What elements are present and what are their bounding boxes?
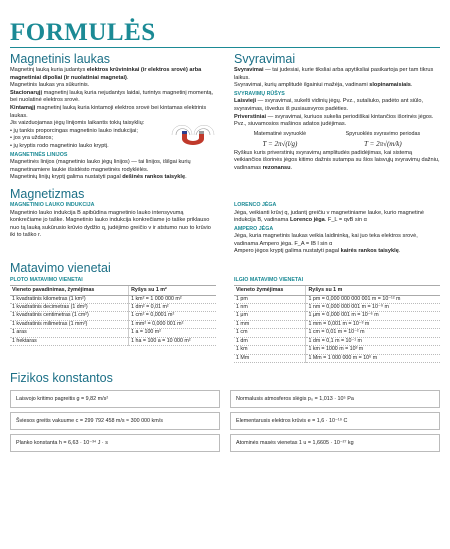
magnetinis-p7: [10, 174, 216, 182]
magnetizmas-p1: Magnetinio lauko indukcija B apibūdina magnetinio lauko intensyvumą konkrečiame jo taške. Magnetinio lauko indukcija konkrečiame jo taške priklauso nuo tą lauką sukūrusio krūvio dydžio q, judėjimo greičio v ir atstumo nuo to krūvio iki to taško r.: [10, 209, 211, 239]
table-cell: 1 cm: [234, 329, 306, 337]
text: magnetinį lauką kuria nejudantys laidai, turintys magnetinį momentą, bei nuolatinė elektros srovė.: [10, 89, 214, 104]
length-table-block: [234, 276, 440, 363]
title-rule: [10, 47, 440, 48]
formula-pendulum: [254, 131, 306, 148]
table-cell: 1 Mm: [234, 354, 306, 362]
formula-value: T = 2π√(m/k): [364, 139, 402, 148]
text-bold: elektros krūvininkai (ir elektros srovė) arba magnetiniai dipoliai (ir nuolatiniai magnetai): [10, 67, 202, 81]
fizikos-heading: Fizikos konstantos: [10, 370, 113, 385]
rule-bullet: • jų kryptis rodo magnetinio lauko kryptį.: [10, 142, 109, 149]
table-row: [234, 329, 440, 337]
formula-label: Spyruoklės svyravimo periodas: [345, 130, 421, 137]
magnetizmas-heading: Magnetizmas: [10, 186, 85, 201]
text: magnetinį lauką kuria kintamoji elektros srovė bei kintamas elektrinis laukas.: [10, 104, 207, 119]
table-row: [234, 320, 440, 328]
magnetinis-p5: Jis vaizduojamas jėgų linijomis laikantis tokių taisyklių:: [10, 120, 145, 127]
text: Ryškus kuris priverstinių svyravimų amplitudės padidėjimas, kai sistemą veikiančios išorinės jėgos kitimo dažnis sutampa su šios laisvųjų svyravimų dažniu, vadinamas: [234, 149, 440, 171]
text-bold: rezonansu: [262, 164, 291, 171]
magnetinis-section: [10, 52, 216, 182]
table-row: [234, 304, 440, 312]
text: . F_L = qvB sin α: [324, 217, 367, 224]
table-row: [234, 295, 440, 303]
table-header-row: [10, 285, 216, 295]
text-bold: Stacionarųjį: [10, 89, 43, 96]
table-row: [234, 312, 440, 320]
text: Magnetinį lauką kuria judantys: [10, 67, 87, 73]
constant-box: Atominės masės vienetas 1 u = 1,6605 · 10⁻²⁷ kg: [230, 434, 440, 452]
table-cell: 1 km: [234, 346, 306, 354]
text: — svyravimai, kuriuos sukelia periodiškai kintančios išorinės jėgos. Pvz., siuvamosios mašinos adatos judėjimas.: [234, 113, 434, 128]
text: .: [410, 82, 413, 89]
tables-row: [10, 276, 440, 363]
text: — svyravimai, sukelti vidinių jėgų. Pvz., sutaliuko, padėto ant siūlo, svyravimas, išvedus iš pusiausvyros padėties.: [234, 98, 424, 112]
magnetinis-p4: [10, 105, 216, 120]
col-header: Ryšys su 1 m²: [129, 285, 216, 295]
text: .: [126, 74, 129, 81]
table-cell: 1 dm = 0,1 m = 10⁻¹ m: [306, 337, 440, 345]
area-table-block: [10, 276, 216, 363]
text-bold: Lorenco jėga: [289, 217, 325, 224]
table-cell: 1 ha = 100 a = 10 000 m²: [129, 337, 216, 345]
table-cell: 1 mm² = 0,000 001 m²: [129, 320, 216, 328]
text-bold: Laisvieji: [234, 98, 257, 105]
table-cell: 1 aras: [10, 329, 129, 337]
lorenco-p1: [234, 210, 440, 225]
constant-box: Laisvojo kritimo pagreitis g = 9,82 m/s²: [10, 390, 220, 408]
text: Ampero jėgos kryptį galima nustatyti pagal: [234, 248, 341, 255]
constants-grid: [10, 390, 440, 452]
col-header: Vieneto pavadinimas, žymėjimas: [10, 285, 129, 295]
text-bold: slopinamaisiais: [369, 82, 411, 89]
length-table-body: [234, 295, 440, 362]
lorenco-section: [234, 187, 440, 256]
magnetinis-p2: Magnetinis laukas yra sūkurinis.: [10, 82, 90, 89]
horseshoe-magnet-icon: [170, 123, 216, 147]
magnetinis-p3: [10, 90, 216, 105]
area-units-table: [10, 285, 216, 346]
table-cell: 1 kvadratinis milimetras (1 mm²): [10, 320, 129, 328]
length-units-table: [234, 285, 440, 363]
table-row: [10, 320, 216, 328]
table-cell: 1 nm: [234, 304, 306, 312]
page-title: FORMULĖS: [10, 19, 156, 46]
table-row: [10, 312, 216, 320]
text-bold: Kintamąjį: [10, 104, 36, 111]
formula-spring: [346, 131, 421, 148]
col-header: Vieneto žymėjimas: [234, 285, 306, 295]
constant-box: Šviesos greitis vakuume c = 299 792 458 m/s ≈ 300 000 km/s: [10, 412, 220, 430]
text: Svyravimai, kurių amplitudė ilgainiui mažėja, vadinami: [234, 82, 370, 89]
table-row: [10, 329, 216, 337]
table-cell: 1 mm = 0,001 m = 10⁻³ m: [306, 320, 440, 328]
indukcija-sub: MAGNETINIO LAUKO INDUKCIJA: [10, 201, 95, 208]
text: Magnetinių linijų kryptį galima nustatyti pagal: [10, 174, 123, 181]
table-row: [10, 295, 216, 303]
table-row: [10, 337, 216, 345]
text-bold: dešinės rankos taisyklę: [122, 174, 186, 181]
matavimo-heading: Matavimo vienetai: [10, 261, 111, 276]
svyravimai-p2: [234, 82, 440, 90]
table-row: [234, 346, 440, 354]
magnetinis-p1: [10, 67, 216, 82]
table-cell: 1 dm: [234, 337, 306, 345]
constant-box: Planko konstanta h = 6,63 · 10⁻³⁴ J · s: [10, 434, 220, 452]
svyravimai-section: [234, 52, 440, 182]
rule-bullet: • jų tankis proporcingas magnetinio lauko indukcijai;: [10, 127, 138, 134]
top-columns: [10, 52, 440, 182]
text: .: [185, 174, 187, 181]
svyravimai-p3: [234, 98, 440, 113]
middle-columns: [10, 187, 440, 256]
text: .: [398, 248, 401, 255]
text-bold: Priverstiniai: [234, 113, 267, 120]
table-cell: 1 mm: [234, 320, 306, 328]
area-table-body: [10, 295, 216, 345]
magnetines-linijos-sub: MAGNETINĖS LINIJOS: [10, 151, 68, 158]
table-cell: 1 nm = 0,000 000 001 m = 10⁻⁹ m: [306, 304, 440, 312]
table-cell: 1 μm: [234, 312, 306, 320]
text: .: [290, 164, 293, 171]
table-cell: 1 cm = 0,01 m = 10⁻² m: [306, 329, 440, 337]
text-bold: kairės rankos taisyklę: [340, 248, 399, 255]
table-cell: 1 kvadratinis decimetras (1 dm²): [10, 304, 129, 312]
area-sub: PLOTO MATAVIMO VIENETAI: [10, 277, 83, 284]
svyravimai-p1: [234, 67, 440, 82]
svyravimai-heading: Svyravimai: [234, 52, 296, 66]
table-cell: 1 dm² = 0,01 m²: [129, 304, 216, 312]
table-row: [10, 304, 216, 312]
table-cell: 1 kvadratinis centimetras (1 cm²): [10, 312, 129, 320]
ampero-p1: Jėga, kuria magnetinis laukas veikia laidininką, kai juo teka elektros srovė, vadinama Ampero jėga. F_A = IB l sin α: [234, 233, 418, 247]
table-cell: 1 Mm = 1 000 000 m = 10⁶ m: [306, 354, 440, 362]
period-formulas: [234, 131, 440, 148]
magnetinis-p6: Magnetinės linijos (magnetinio lauko jėgų linijos) — tai linijos, išilgai kurių magnetinamiere laukie išsidėsto magnetinės rodyklėlės.: [10, 159, 191, 173]
lorenco-sub: LORENCO JĖGA: [234, 201, 277, 208]
ampero-sub: AMPERO JĖGA: [234, 225, 274, 232]
table-header-row: [234, 285, 440, 295]
constant-box: Normalusis atmosferos slėgis p₀ = 1,013 · 10⁵ Pa: [230, 390, 440, 408]
table-cell: 1 μm = 0,000 001 m = 10⁻⁶ m: [306, 312, 440, 320]
rules-list: [10, 120, 144, 150]
constant-box: Elementarusis elektros krūvis e = 1,6 · 10⁻¹⁹ C: [230, 412, 440, 430]
length-sub: ILGIO MATAVIMO VIENETAI: [234, 277, 304, 284]
text: Jėga, veikianti krūvį q, judantį greičiu v magnetiniame lauke, kurio magnetinė indukcija B, vadinama: [234, 209, 424, 224]
table-cell: 1 a = 100 m²: [129, 329, 216, 337]
text: — tai judesiai, kurie tiksliai arba apytiksliai pasikartoja per tam tikrus laikus.: [234, 67, 434, 81]
table-cell: 1 cm² = 0,0001 m²: [129, 312, 216, 320]
table-cell: 1 km = 1000 m = 10³ m: [306, 346, 440, 354]
magnet-figure-row: [10, 120, 216, 150]
ampero-p2: [234, 248, 440, 256]
table-cell: 1 kvadratinis kilometras (1 km²): [10, 295, 129, 303]
formula-value: T = 2π√(l/g): [262, 139, 298, 148]
magnetinis-heading: Magnetinis laukas: [10, 52, 111, 66]
svyravimai-p5: [234, 150, 440, 173]
table-cell: 1 hektaras: [10, 337, 129, 345]
magnetizmas-section: [10, 187, 216, 256]
rule-bullet: • jos yra uždaros;: [10, 135, 53, 142]
table-cell: 1 km² = 1 000 000 m²: [129, 295, 216, 303]
table-row: [234, 354, 440, 362]
table-cell: 1 pm: [234, 295, 306, 303]
svyravimai-p4: [234, 114, 440, 129]
col-header: Ryšys su 1 m: [306, 285, 440, 295]
formula-label: Matematinė svyruoklė: [253, 130, 307, 137]
text-bold: Svyravimai: [234, 67, 264, 73]
table-row: [234, 337, 440, 345]
table-cell: 1 pm = 0,000 000 000 001 m = 10⁻¹² m: [306, 295, 440, 303]
svyravimu-rusys-sub: SVYRAVIMŲ RŪŠYS: [234, 90, 285, 97]
